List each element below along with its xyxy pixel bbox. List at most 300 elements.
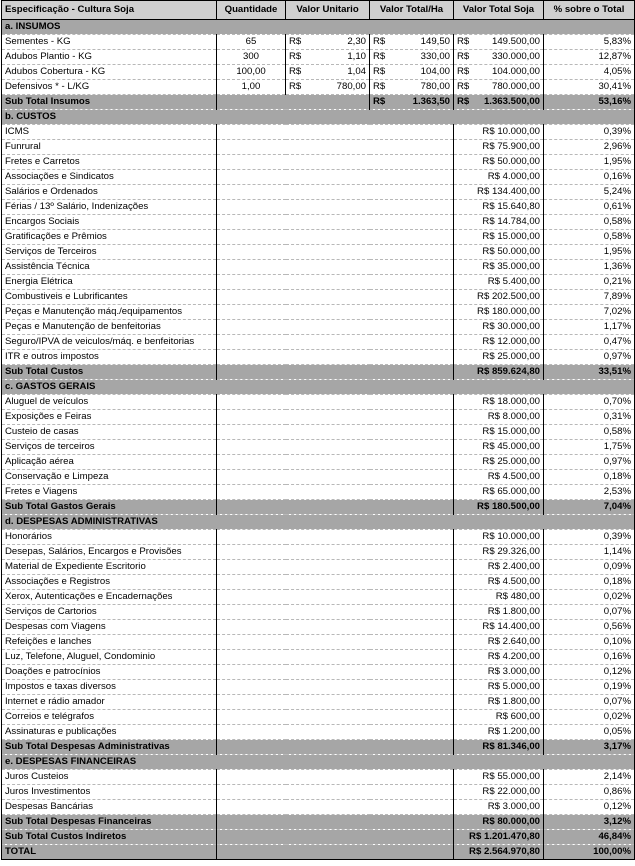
- row-label[interactable]: Serviços de Cartorios: [2, 605, 217, 620]
- row-percent[interactable]: 0,39%: [544, 530, 635, 545]
- subtotal-custos: [2, 365, 635, 380]
- row-label[interactable]: Custeio de casas: [2, 425, 217, 440]
- insumo-total-soja-value: 780.000,00: [491, 81, 540, 92]
- row-empty-span[interactable]: [217, 455, 454, 470]
- insumo-total-ha-value: 780,00: [420, 81, 450, 92]
- row-percent[interactable]: 2,53%: [544, 485, 635, 500]
- insumo-total-ha[interactable]: [370, 80, 454, 95]
- table-row: [2, 140, 635, 155]
- insumo-total-ha[interactable]: [370, 65, 454, 80]
- header-valor-total-ha[interactable]: Valor Total/Ha: [370, 1, 454, 20]
- insumo-quantity[interactable]: 300: [217, 50, 286, 65]
- row-percent[interactable]: 0,16%: [544, 650, 635, 665]
- row-value[interactable]: R$ 45.000,00: [454, 440, 544, 455]
- row-value[interactable]: R$ 75.900,00: [454, 140, 544, 155]
- subtotal-insumos-label[interactable]: Sub Total Insumos: [2, 95, 217, 110]
- row-value[interactable]: R$ 25.000,00: [454, 455, 544, 470]
- row-value[interactable]: R$ 1.200,00: [454, 725, 544, 740]
- insumo-label[interactable]: Sementes - KG: [2, 35, 217, 50]
- row-empty-span[interactable]: [217, 680, 454, 695]
- insumo-total-soja-value: 104.000,00: [491, 66, 540, 77]
- insumo-row: [2, 65, 635, 80]
- insumo-unit-price-value: 1,10: [347, 51, 366, 62]
- row-percent[interactable]: 0,58%: [544, 230, 635, 245]
- insumo-unit-price[interactable]: [286, 35, 370, 50]
- row-percent[interactable]: 2,14%: [544, 770, 635, 785]
- subtotal-despesas-administrativas-label[interactable]: Sub Total Despesas Administrativas: [2, 740, 217, 755]
- row-empty-span[interactable]: [217, 290, 454, 305]
- currency-symbol: R$: [373, 36, 386, 47]
- section-header-custos: [2, 110, 635, 125]
- insumo-label[interactable]: Defensivos * - L/KG: [2, 80, 217, 95]
- row-label[interactable]: Material de Expediente Escritorio: [2, 560, 217, 575]
- cost-sheet-table: [1, 0, 635, 860]
- subtotal-gastos-gerais-percent[interactable]: 7,04%: [544, 500, 635, 515]
- row-empty-span[interactable]: [217, 395, 454, 410]
- row-percent[interactable]: 0,16%: [544, 170, 635, 185]
- grand-total: [2, 845, 635, 860]
- insumo-row: [2, 80, 635, 95]
- insumo-unit-price-value: 1,04: [347, 66, 366, 77]
- row-percent[interactable]: 0,58%: [544, 215, 635, 230]
- row-label[interactable]: Férias / 13º Salário, Indenizações: [2, 200, 217, 215]
- row-value[interactable]: R$ 50.000,00: [454, 245, 544, 260]
- row-empty-span[interactable]: [217, 725, 454, 740]
- row-label[interactable]: Combustiveis e Lubrificantes: [2, 290, 217, 305]
- table-row: [2, 800, 635, 815]
- row-percent[interactable]: 1,75%: [544, 440, 635, 455]
- insumo-total-soja-value: 330.000,00: [491, 51, 540, 62]
- row-percent[interactable]: 0,61%: [544, 200, 635, 215]
- row-label[interactable]: Fretes e Carretos: [2, 155, 217, 170]
- insumo-total-ha[interactable]: [370, 35, 454, 50]
- table-row: [2, 275, 635, 290]
- row-label[interactable]: Aplicação aérea: [2, 455, 217, 470]
- row-value[interactable]: R$ 5.000,00: [454, 680, 544, 695]
- subtotal-despesas-administrativas-percent[interactable]: 3,17%: [544, 740, 635, 755]
- row-label[interactable]: Doações e patrocínios: [2, 665, 217, 680]
- subtotal-custos-indiretos-empty-span[interactable]: [217, 830, 454, 845]
- row-empty-span[interactable]: [217, 140, 454, 155]
- header-valor-unitario[interactable]: Valor Unitario: [286, 1, 370, 20]
- header-quantidade[interactable]: Quantidade: [217, 1, 286, 20]
- row-empty-span[interactable]: [217, 530, 454, 545]
- row-percent[interactable]: 0,21%: [544, 275, 635, 290]
- row-empty-span[interactable]: [217, 695, 454, 710]
- subtotal-custos-label[interactable]: Sub Total Custos: [2, 365, 217, 380]
- row-empty-span[interactable]: [217, 215, 454, 230]
- row-value[interactable]: R$ 15.000,00: [454, 425, 544, 440]
- insumo-percent[interactable]: 4,05%: [544, 65, 635, 80]
- row-empty-span[interactable]: [217, 560, 454, 575]
- subtotal-custos-value[interactable]: R$ 859.624,80: [454, 365, 544, 380]
- row-percent[interactable]: 0,18%: [544, 470, 635, 485]
- row-percent[interactable]: 5,24%: [544, 185, 635, 200]
- subtotal-gastos-gerais-empty-span[interactable]: [217, 500, 454, 515]
- subtotal-despesas-administrativas: [2, 740, 635, 755]
- row-value[interactable]: R$ 15.640,80: [454, 200, 544, 215]
- table-row: [2, 635, 635, 650]
- row-empty-span[interactable]: [217, 245, 454, 260]
- row-value[interactable]: R$ 8.000,00: [454, 410, 544, 425]
- table-row: [2, 215, 635, 230]
- row-value[interactable]: R$ 4.500,00: [454, 470, 544, 485]
- subtotal-insumos-empty[interactable]: [217, 95, 370, 110]
- table-row: [2, 455, 635, 470]
- row-label[interactable]: Despesas Bancárias: [2, 800, 217, 815]
- insumo-total-soja[interactable]: [454, 50, 544, 65]
- row-percent[interactable]: 1,95%: [544, 155, 635, 170]
- insumo-label[interactable]: Adubos Plantio - KG: [2, 50, 217, 65]
- row-value[interactable]: R$ 2.400,00: [454, 560, 544, 575]
- row-percent[interactable]: 0,19%: [544, 680, 635, 695]
- subtotal-despesas-financeiras-empty-span[interactable]: [217, 815, 454, 830]
- row-value[interactable]: R$ 18.000,00: [454, 395, 544, 410]
- grand-total-label[interactable]: TOTAL: [2, 845, 217, 860]
- row-value[interactable]: R$ 3.000,00: [454, 800, 544, 815]
- currency-symbol: R$: [289, 66, 302, 77]
- table-row: [2, 620, 635, 635]
- table-row: [2, 695, 635, 710]
- row-label[interactable]: Conservação e Limpeza: [2, 470, 217, 485]
- insumo-total-ha-value: 149,50: [420, 36, 450, 47]
- currency-symbol: R$: [289, 36, 302, 47]
- row-percent[interactable]: 0,18%: [544, 575, 635, 590]
- section-title[interactable]: d. DESPESAS ADMINISTRATIVAS: [2, 515, 635, 530]
- row-percent[interactable]: 7,89%: [544, 290, 635, 305]
- row-percent[interactable]: 0,58%: [544, 425, 635, 440]
- insumo-percent[interactable]: 5,83%: [544, 35, 635, 50]
- row-empty-span[interactable]: [217, 620, 454, 635]
- table-row: [2, 560, 635, 575]
- row-label[interactable]: Encargos Sociais: [2, 215, 217, 230]
- header-percent-total[interactable]: % sobre o Total: [544, 1, 635, 20]
- subtotal-despesas-financeiras-label[interactable]: Sub Total Despesas Financeiras: [2, 815, 217, 830]
- cost-sheet-body: [2, 1, 635, 860]
- currency-symbol: R$: [289, 51, 302, 62]
- row-percent[interactable]: 0,07%: [544, 695, 635, 710]
- row-label[interactable]: Luz, Telefone, Aluguel, Condominio: [2, 650, 217, 665]
- table-row: [2, 155, 635, 170]
- row-empty-span[interactable]: [217, 590, 454, 605]
- row-label[interactable]: Assinaturas e publicações: [2, 725, 217, 740]
- row-value[interactable]: R$ 180.000,00: [454, 305, 544, 320]
- subtotal-insumos-ha-value: 1.363,50: [412, 96, 450, 107]
- row-label[interactable]: Energia Elétrica: [2, 275, 217, 290]
- row-label[interactable]: Fretes e Viagens: [2, 485, 217, 500]
- table-row: [2, 725, 635, 740]
- row-percent[interactable]: 1,17%: [544, 320, 635, 335]
- currency-symbol: R$: [373, 96, 386, 107]
- row-value[interactable]: R$ 30.000,00: [454, 320, 544, 335]
- subtotal-gastos-gerais-value[interactable]: R$ 180.500,00: [454, 500, 544, 515]
- row-label[interactable]: Gratificações e Prêmios: [2, 230, 217, 245]
- row-empty-span[interactable]: [217, 800, 454, 815]
- row-empty-span[interactable]: [217, 425, 454, 440]
- row-value[interactable]: R$ 29.326,00: [454, 545, 544, 560]
- row-label[interactable]: Juros Investimentos: [2, 785, 217, 800]
- row-value[interactable]: R$ 600,00: [454, 710, 544, 725]
- insumo-unit-price[interactable]: [286, 50, 370, 65]
- grand-total-percent[interactable]: 100,00%: [544, 845, 635, 860]
- section-title[interactable]: a. INSUMOS: [2, 20, 635, 35]
- row-value[interactable]: R$ 202.500,00: [454, 290, 544, 305]
- row-label[interactable]: Associações e Sindicatos: [2, 170, 217, 185]
- subtotal-insumos: [2, 95, 635, 110]
- insumo-quantity[interactable]: 100,00: [217, 65, 286, 80]
- subtotal-insumos-percent[interactable]: 53,16%: [544, 95, 635, 110]
- row-label[interactable]: Juros Custeios: [2, 770, 217, 785]
- row-label[interactable]: Impostos e taxas diversos: [2, 680, 217, 695]
- row-value[interactable]: R$ 65.000,00: [454, 485, 544, 500]
- section-header-despesas_adm: [2, 515, 635, 530]
- table-row: [2, 440, 635, 455]
- row-percent[interactable]: 0,07%: [544, 605, 635, 620]
- row-label[interactable]: Assistência Técnica: [2, 260, 217, 275]
- row-empty-span[interactable]: [217, 665, 454, 680]
- subtotal-despesas-financeiras-percent[interactable]: 3,12%: [544, 815, 635, 830]
- insumo-unit-price-value: 780,00: [336, 81, 366, 92]
- row-percent[interactable]: 0,56%: [544, 620, 635, 635]
- row-empty-span[interactable]: [217, 335, 454, 350]
- table-row: [2, 680, 635, 695]
- row-percent[interactable]: 0,39%: [544, 125, 635, 140]
- row-empty-span[interactable]: [217, 305, 454, 320]
- table-row: [2, 335, 635, 350]
- insumo-quantity[interactable]: 65: [217, 35, 286, 50]
- row-label[interactable]: ICMS: [2, 125, 217, 140]
- subtotal-insumos-total-value: 1.363.500,00: [483, 96, 540, 107]
- row-value[interactable]: R$ 4.500,00: [454, 575, 544, 590]
- table-row: [2, 305, 635, 320]
- row-empty-span[interactable]: [217, 485, 454, 500]
- row-empty-span[interactable]: [217, 275, 454, 290]
- row-empty-span[interactable]: [217, 260, 454, 275]
- row-value[interactable]: R$ 14.784,00: [454, 215, 544, 230]
- row-value[interactable]: R$ 22.000,00: [454, 785, 544, 800]
- row-empty-span[interactable]: [217, 320, 454, 335]
- row-empty-span[interactable]: [217, 545, 454, 560]
- insumo-total-soja[interactable]: [454, 65, 544, 80]
- section-title[interactable]: e. DESPESAS FINANCEIRAS: [2, 755, 635, 770]
- table-row: [2, 395, 635, 410]
- subtotal-custos-empty-span[interactable]: [217, 365, 454, 380]
- subtotal-despesas-financeiras: [2, 815, 635, 830]
- row-percent[interactable]: 7,02%: [544, 305, 635, 320]
- table-row: [2, 665, 635, 680]
- row-empty-span[interactable]: [217, 470, 454, 485]
- row-label[interactable]: Correios e telégrafos: [2, 710, 217, 725]
- row-label[interactable]: Serviços de terceiros: [2, 440, 217, 455]
- insumo-row: [2, 50, 635, 65]
- row-label[interactable]: Associações e Registros: [2, 575, 217, 590]
- currency-symbol: R$: [457, 96, 470, 107]
- row-empty-span[interactable]: [217, 185, 454, 200]
- header-row: [2, 1, 635, 20]
- row-value[interactable]: R$ 3.000,00: [454, 665, 544, 680]
- row-value[interactable]: R$ 2.640,00: [454, 635, 544, 650]
- subtotal-despesas-administrativas-value[interactable]: R$ 81.346,00: [454, 740, 544, 755]
- row-percent[interactable]: 2,96%: [544, 140, 635, 155]
- row-value[interactable]: R$ 10.000,00: [454, 530, 544, 545]
- insumo-total-soja[interactable]: [454, 35, 544, 50]
- row-label[interactable]: Honorários: [2, 530, 217, 545]
- row-percent[interactable]: 0,02%: [544, 710, 635, 725]
- insumo-quantity[interactable]: 1,00: [217, 80, 286, 95]
- insumo-label[interactable]: Adubos Cobertura - KG: [2, 65, 217, 80]
- row-percent[interactable]: 0,12%: [544, 800, 635, 815]
- subtotal-despesas-financeiras-value[interactable]: R$ 80.000,00: [454, 815, 544, 830]
- row-empty-span[interactable]: [217, 635, 454, 650]
- row-value[interactable]: R$ 4.200,00: [454, 650, 544, 665]
- table-row: [2, 350, 635, 365]
- row-label[interactable]: Aluguel de veículos: [2, 395, 217, 410]
- row-value[interactable]: R$ 480,00: [454, 590, 544, 605]
- table-row: [2, 530, 635, 545]
- subtotal-custos-percent[interactable]: 33,51%: [544, 365, 635, 380]
- section-header-despesas_fin: [2, 755, 635, 770]
- row-label[interactable]: Salários e Ordenados: [2, 185, 217, 200]
- insumo-percent[interactable]: 12,87%: [544, 50, 635, 65]
- row-percent[interactable]: 0,10%: [544, 635, 635, 650]
- row-label[interactable]: Exposições e Feiras: [2, 410, 217, 425]
- header-especificacao[interactable]: Especificação - Cultura Soja: [2, 1, 217, 20]
- insumo-unit-price-value: 2,30: [347, 36, 366, 47]
- row-percent[interactable]: 0,02%: [544, 590, 635, 605]
- row-label[interactable]: Serviços de Terceiros: [2, 245, 217, 260]
- row-empty-span[interactable]: [217, 440, 454, 455]
- section-header-gastos: [2, 380, 635, 395]
- table-row: [2, 770, 635, 785]
- table-row: [2, 485, 635, 500]
- row-value[interactable]: R$ 12.000,00: [454, 335, 544, 350]
- table-row: [2, 290, 635, 305]
- row-empty-span[interactable]: [217, 605, 454, 620]
- row-label[interactable]: Refeições e lanches: [2, 635, 217, 650]
- table-row: [2, 170, 635, 185]
- header-valor-total-soja[interactable]: Valor Total Soja: [454, 1, 544, 20]
- insumo-percent[interactable]: 30,41%: [544, 80, 635, 95]
- row-percent[interactable]: 0,12%: [544, 665, 635, 680]
- row-percent[interactable]: 0,09%: [544, 560, 635, 575]
- insumo-unit-price[interactable]: [286, 80, 370, 95]
- currency-symbol: R$: [457, 51, 470, 62]
- insumo-total-ha-value: 104,00: [420, 66, 450, 77]
- row-value[interactable]: R$ 50.000,00: [454, 155, 544, 170]
- currency-symbol: R$: [457, 36, 470, 47]
- subtotal-custos-indiretos-percent[interactable]: 46,84%: [544, 830, 635, 845]
- row-value[interactable]: R$ 134.400,00: [454, 185, 544, 200]
- row-value[interactable]: R$ 1.800,00: [454, 695, 544, 710]
- row-empty-span[interactable]: [217, 785, 454, 800]
- row-percent[interactable]: 0,05%: [544, 725, 635, 740]
- table-row: [2, 125, 635, 140]
- row-percent[interactable]: 0,70%: [544, 395, 635, 410]
- subtotal-custos-indiretos-label[interactable]: Sub Total Custos Indiretos: [2, 830, 217, 845]
- row-label[interactable]: Internet e rádio amador: [2, 695, 217, 710]
- section-title[interactable]: b. CUSTOS: [2, 110, 635, 125]
- row-empty-span[interactable]: [217, 650, 454, 665]
- row-empty-span[interactable]: [217, 575, 454, 590]
- currency-symbol: R$: [457, 66, 470, 77]
- currency-symbol: R$: [373, 81, 386, 92]
- row-value[interactable]: R$ 5.400,00: [454, 275, 544, 290]
- row-percent[interactable]: 1,36%: [544, 260, 635, 275]
- row-percent[interactable]: 0,31%: [544, 410, 635, 425]
- row-label[interactable]: Despesas com Viagens: [2, 620, 217, 635]
- row-empty-span[interactable]: [217, 350, 454, 365]
- row-value[interactable]: R$ 10.000,00: [454, 125, 544, 140]
- row-value[interactable]: R$ 15.000,00: [454, 230, 544, 245]
- subtotal-gastos-gerais-label[interactable]: Sub Total Gastos Gerais: [2, 500, 217, 515]
- insumo-row: [2, 35, 635, 50]
- currency-symbol: R$: [373, 66, 386, 77]
- row-empty-span[interactable]: [217, 410, 454, 425]
- section-title[interactable]: c. GASTOS GERAIS: [2, 380, 635, 395]
- insumo-total-ha[interactable]: [370, 50, 454, 65]
- currency-symbol: R$: [457, 81, 470, 92]
- subtotal-insumos-total[interactable]: [454, 95, 544, 110]
- subtotal-insumos-ha[interactable]: [370, 95, 454, 110]
- row-value[interactable]: R$ 14.400,00: [454, 620, 544, 635]
- table-row: [2, 545, 635, 560]
- row-empty-span[interactable]: [217, 155, 454, 170]
- table-row: [2, 470, 635, 485]
- table-row: [2, 605, 635, 620]
- row-percent[interactable]: 0,47%: [544, 335, 635, 350]
- table-row: [2, 245, 635, 260]
- insumo-unit-price[interactable]: [286, 65, 370, 80]
- table-row: [2, 710, 635, 725]
- table-row: [2, 230, 635, 245]
- grand-total-value[interactable]: R$ 2.564.970,80: [454, 845, 544, 860]
- row-label[interactable]: Funrural: [2, 140, 217, 155]
- row-empty-span[interactable]: [217, 125, 454, 140]
- section-header-insumos: [2, 20, 635, 35]
- grand-total-empty-span[interactable]: [217, 845, 454, 860]
- row-empty-span[interactable]: [217, 200, 454, 215]
- table-row: [2, 575, 635, 590]
- row-label[interactable]: Xerox, Autenticações e Encadernações: [2, 590, 217, 605]
- row-label[interactable]: ITR e outros impostos: [2, 350, 217, 365]
- row-value[interactable]: R$ 55.000,00: [454, 770, 544, 785]
- row-percent[interactable]: 1,95%: [544, 245, 635, 260]
- row-empty-span[interactable]: [217, 170, 454, 185]
- subtotal-despesas-administrativas-empty-span[interactable]: [217, 740, 454, 755]
- row-value[interactable]: R$ 4.000,00: [454, 170, 544, 185]
- row-value[interactable]: R$ 35.000,00: [454, 260, 544, 275]
- subtotal-custos-indiretos-value[interactable]: R$ 1.201.470,80: [454, 830, 544, 845]
- row-empty-span[interactable]: [217, 770, 454, 785]
- row-percent[interactable]: 1,14%: [544, 545, 635, 560]
- row-label[interactable]: Peças e Manutenção máq./equipamentos: [2, 305, 217, 320]
- row-label[interactable]: Peças e Manutenção de benfeitorias: [2, 320, 217, 335]
- table-row: [2, 590, 635, 605]
- row-label[interactable]: Desepas, Salários, Encargos e Provisões: [2, 545, 217, 560]
- row-percent[interactable]: 0,97%: [544, 455, 635, 470]
- subtotal-gastos-gerais: [2, 500, 635, 515]
- insumo-total-soja[interactable]: [454, 80, 544, 95]
- insumo-total-soja-value: 149.500,00: [491, 36, 540, 47]
- row-percent[interactable]: 0,97%: [544, 350, 635, 365]
- row-percent[interactable]: 0,86%: [544, 785, 635, 800]
- row-empty-span[interactable]: [217, 710, 454, 725]
- row-value[interactable]: R$ 1.800,00: [454, 605, 544, 620]
- row-value[interactable]: R$ 25.000,00: [454, 350, 544, 365]
- row-label[interactable]: Seguro/IPVA de veiculos/máq. e benfeitorias: [2, 335, 217, 350]
- row-empty-span[interactable]: [217, 230, 454, 245]
- table-row: [2, 785, 635, 800]
